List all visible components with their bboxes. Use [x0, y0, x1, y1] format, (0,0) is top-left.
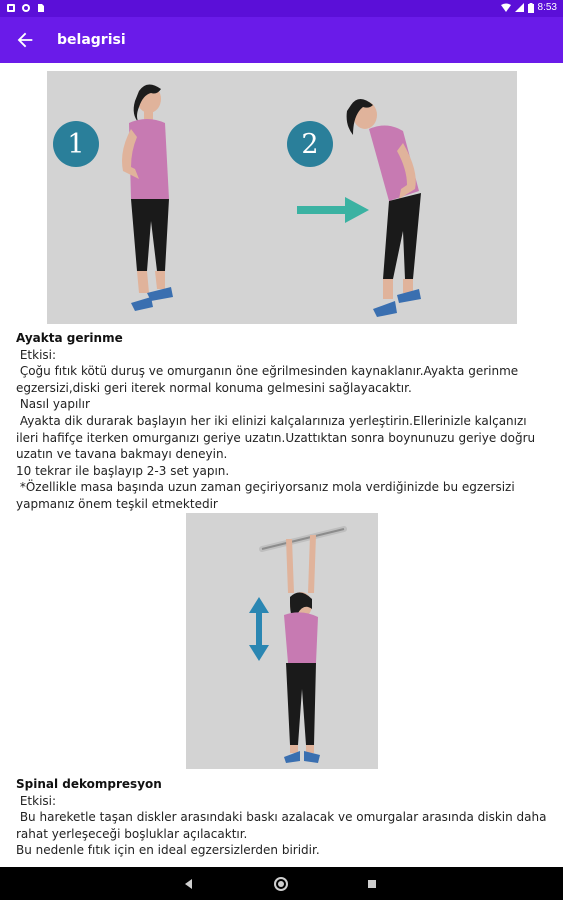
app-notification-icon	[6, 3, 16, 13]
effect-text: Bu hareketle taşan diskler arasındaki baskı azalacak ve omurgalar arasında diskin daha rahat yerleşeceği boşluklar açılacaktır.	[16, 810, 551, 841]
effect-label: Etkisi:	[16, 348, 57, 362]
wifi-icon	[501, 3, 511, 12]
signal-icon	[515, 3, 524, 12]
arrow-right-icon	[297, 197, 369, 223]
notification-icons	[6, 3, 46, 13]
figure-hanging	[284, 535, 320, 763]
reps-text: 10 tekrar ile başlayıp 2-3 set yapın.	[16, 464, 230, 478]
howto-label: Nasıl yapılır	[16, 397, 90, 411]
standing-stretch-illustration	[47, 71, 517, 324]
closing-text: Bu nedenle fıtık için en ideal egzersizlerden biridir.	[16, 843, 320, 857]
file-notification-icon	[36, 3, 46, 13]
pull-up-bar	[262, 529, 344, 549]
arrow-up-down-icon	[249, 597, 269, 661]
battery-icon	[528, 3, 534, 13]
note-text: *Özellikle masa başında uzun zaman geçiriyorsanız mola verdiğinizde bu egzersizi yapmanız önem teşkil etmektedir	[16, 480, 519, 511]
recents-square-icon[interactable]	[364, 876, 380, 892]
exercise-title: Ayakta gerinme	[16, 331, 123, 345]
navigation-bar	[0, 867, 563, 900]
exercise-content	[0, 63, 563, 867]
app-bar	[0, 17, 563, 63]
back-triangle-icon[interactable]	[181, 876, 197, 892]
home-circle-icon[interactable]	[273, 876, 289, 892]
page-title: belagrisi	[57, 32, 126, 48]
status-time: 8:53	[537, 2, 557, 13]
status-indicators	[501, 2, 557, 13]
standing-stretch-drawing	[47, 71, 517, 324]
exercise-title: Spinal dekompresyon	[16, 777, 162, 791]
spinal-decompression-illustration	[186, 513, 378, 769]
arrow-left-icon[interactable]	[14, 29, 36, 51]
status-bar	[0, 0, 563, 17]
figure-standing	[122, 84, 173, 311]
circle-notification-icon	[21, 3, 31, 13]
step-one-number: 1	[67, 129, 85, 160]
effect-text: Çoğu fıtık kötü duruş ve omurganın öne eğrilmesinden kaynaklanır.Ayakta gerinme egzersizi,diski geri iterek normal konuma gelmesini sağlayacaktır.	[16, 364, 523, 395]
step-two-number: 2	[301, 129, 319, 160]
howto-text: Ayakta dik durarak başlayın her iki elinizi kalçalarınıza yerleştirin.Ellerinizle kalçanızı ileri hafifçe iterken omurganızı geriye uzatın.Uzattıktan sonra boynunuzu geriye doğru uzatın ve tavana bakmayı deneyin.	[16, 414, 539, 461]
spinal-decompression-drawing	[186, 513, 378, 769]
effect-label: Etkisi:	[16, 794, 57, 808]
